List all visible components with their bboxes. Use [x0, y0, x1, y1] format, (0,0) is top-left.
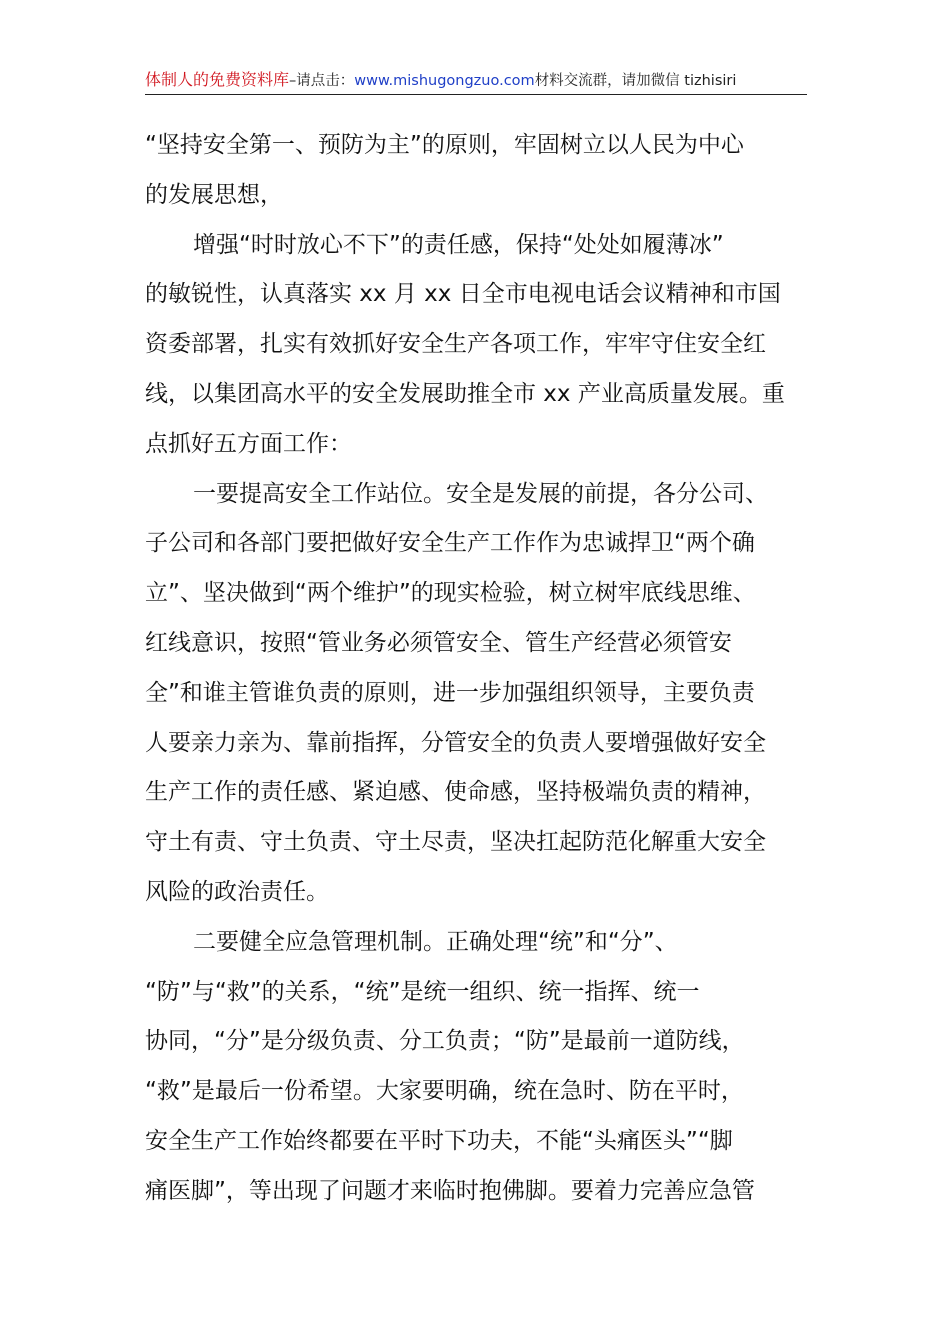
text-line: 资委部署，扎实有效抓好安全生产各项工作，牢牢守住安全红 [145, 331, 766, 358]
text-line: 生产工作的责任感、紧迫感、使命感，坚持极端负责的精神， [145, 779, 766, 806]
text-line: 一要提高安全工作站位。安全是发展的前提，各分公司、 [193, 480, 768, 507]
header-brand: 体制人的免费资料库 [145, 70, 290, 89]
header-url-link[interactable]: www.mishugongzuo.com [354, 73, 535, 89]
text-line: 协同，“分”是分级负责、分工负责；“防”是最前一道防线， [145, 1028, 745, 1055]
text-line: 人要亲力亲为、靠前指挥，分管安全的负责人要增强做好安全 [145, 729, 766, 756]
text-line: 二要健全应急管理机制。正确处理“统”和“分”、 [193, 928, 678, 955]
text-line: “坚持安全第一、预防为主”的原则，牢固树立以人民为中心 [145, 132, 744, 158]
text-line: “防”与“救”的关系，“统”是统一组织、统一指挥、统一 [145, 978, 700, 1005]
text-line: 子公司和各部门要把做好安全生产工作作为忠诚捍卫“两个确 [145, 530, 755, 557]
text-line: 风险的政治责任。 [145, 878, 329, 905]
text-line: 立”、坚决做到“两个维护”的现实检验，树立树牢底线思维、 [145, 580, 756, 607]
text-line: 全”和谁主管谁负责的原则，进一步加强组织领导，主要负责 [145, 679, 755, 706]
paragraph [145, 918, 810, 1217]
text-line: 点抓好五方面工作： [145, 430, 352, 457]
text-line: 守土有责、守土负责、守土尽责，坚决扛起防范化解重大安全 [145, 829, 766, 856]
paragraph [145, 221, 810, 470]
text-line: 的敏锐性，认真落实 xx 月 xx 日全市电视电话会议精神和市国 [145, 281, 781, 308]
paragraph [145, 470, 810, 918]
header-tail: 材料交流群，请加微信 tizhisiri [534, 73, 737, 89]
text-line: “救”是最后一份希望。大家要明确，统在急时、防在平时， [145, 1078, 744, 1105]
text-line: 痛医脚”，等出现了问题才来临时抱佛脚。要着力完善应急管 [145, 1177, 755, 1204]
page-header [145, 68, 807, 95]
document-body [145, 121, 810, 1217]
header-prompt: –请点击： [289, 73, 355, 89]
text-line: 线，以集团高水平的安全发展助推全市 xx 产业高质量发展。重 [145, 380, 785, 407]
paragraph [145, 121, 810, 221]
text-line: 增强“时时放心不下”的责任感，保持“处处如履薄冰” [193, 231, 724, 258]
text-line: 红线意识，按照“管业务必须管安全、管生产经营必须管安 [145, 629, 732, 656]
text-line: 的发展思想， [145, 181, 283, 208]
text-line: 安全生产工作始终都要在平时下功夫，不能“头痛医头”“脚 [145, 1127, 733, 1154]
